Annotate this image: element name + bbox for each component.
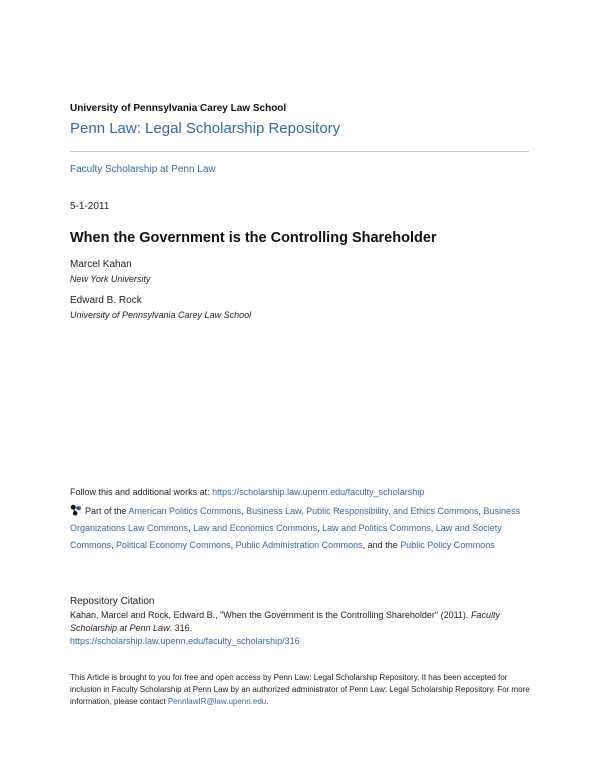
- access-notice: [70, 672, 532, 708]
- faculty-scholarship-url-link[interactable]: https://scholarship.law.upenn.edu/faculty_scholarship: [212, 487, 425, 497]
- follow-text: Follow this and additional works at:: [70, 487, 213, 497]
- commons-link[interactable]: Public Administration Commons: [235, 540, 363, 550]
- commons-link[interactable]: Business Organizations Law Commons: [70, 506, 521, 533]
- part-of-prefix: Part of the: [85, 506, 129, 516]
- series-link[interactable]: Faculty Scholarship at Penn Law: [70, 164, 216, 175]
- commons-link[interactable]: Law and Society Commons: [70, 523, 502, 550]
- repository-link[interactable]: Penn Law: Legal Scholarship Repository: [70, 120, 341, 137]
- part-of-and: and the: [367, 540, 401, 550]
- author-affiliation: New York University: [70, 274, 151, 284]
- network-icon: [70, 504, 82, 516]
- citation-heading: Repository Citation: [70, 596, 155, 607]
- commons-link[interactable]: Business Law, Public Responsibility, and Ethics Commons: [246, 506, 479, 516]
- article-title: When the Government is the Controlling Shareholder: [70, 230, 437, 246]
- commons-link[interactable]: American Politics Commons: [128, 506, 242, 516]
- part-of-commons: Part of the American Politics Commons, Business Law, Public Responsibility, and Ethics Commons, Business Organizations Law Commons, Law and Economics Commons, Law and Politics Commons, Law and Society Commons, Political Economy Commons, Public Administration Commons, and the Public Policy Commons: [70, 506, 521, 550]
- citation-journal: Faculty Scholarship at Penn Law: [70, 610, 500, 633]
- commons-link[interactable]: Law and Politics Commons: [322, 523, 431, 533]
- notice-end: .: [266, 697, 269, 706]
- header-divider: [70, 151, 529, 152]
- citation-body: [70, 609, 532, 648]
- institution-name: University of Pennsylvania Carey Law School: [70, 103, 287, 114]
- follow-line: [70, 487, 424, 497]
- notice-text: This Article is brought to you for free and open access by Penn Law: Legal Scholarship Repository. It has been accepted for inclusion in Faculty Scholarship at Penn Law by an authorized administrator of Penn Law: Legal Scholarship Repository. For more information, please contact: [70, 673, 530, 706]
- author-affiliation: University of Pennsylvania Carey Law School: [70, 310, 252, 320]
- author-name: Marcel Kahan: [70, 259, 132, 270]
- citation-text: Kahan, Marcel and Rock, Edward B., "When the Government is the Controlling Shareholder" (2011).: [70, 610, 471, 620]
- publication-date: 5-1-2011: [70, 201, 110, 212]
- citation-url-link[interactable]: https://scholarship.law.upenn.edu/faculty_scholarship/316: [70, 636, 300, 646]
- commons-link[interactable]: Law and Economics Commons: [193, 523, 318, 533]
- author-name: Edward B. Rock: [70, 295, 142, 306]
- commons-link[interactable]: Political Economy Commons: [116, 540, 231, 550]
- citation-number: . 316.: [169, 623, 193, 633]
- commons-link[interactable]: Public Policy Commons: [400, 540, 495, 550]
- contact-email-link[interactable]: PennlawIR@law.upenn.edu: [167, 697, 267, 706]
